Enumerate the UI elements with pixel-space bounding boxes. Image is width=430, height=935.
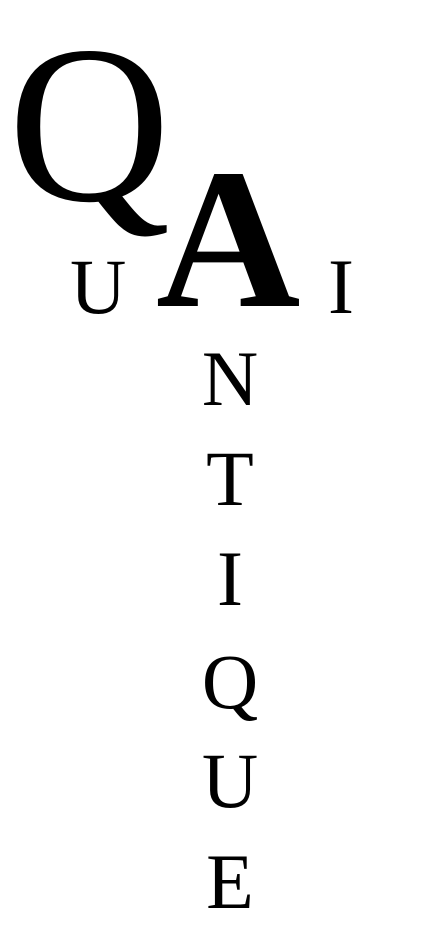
vertical-letter-u: U — [201, 737, 259, 824]
letter-q-large: Q — [8, 0, 171, 249]
vertical-letter-n: N — [201, 335, 259, 422]
vertical-letter-t: T — [206, 435, 254, 522]
vertical-letter-q: Q — [201, 638, 259, 725]
vertical-letter-i: I — [217, 535, 243, 622]
letter-u-small: U — [70, 243, 127, 330]
letter-i-small: I — [328, 243, 354, 330]
letter-a-large: A — [156, 129, 301, 350]
vertical-letter-e: E — [206, 838, 254, 925]
